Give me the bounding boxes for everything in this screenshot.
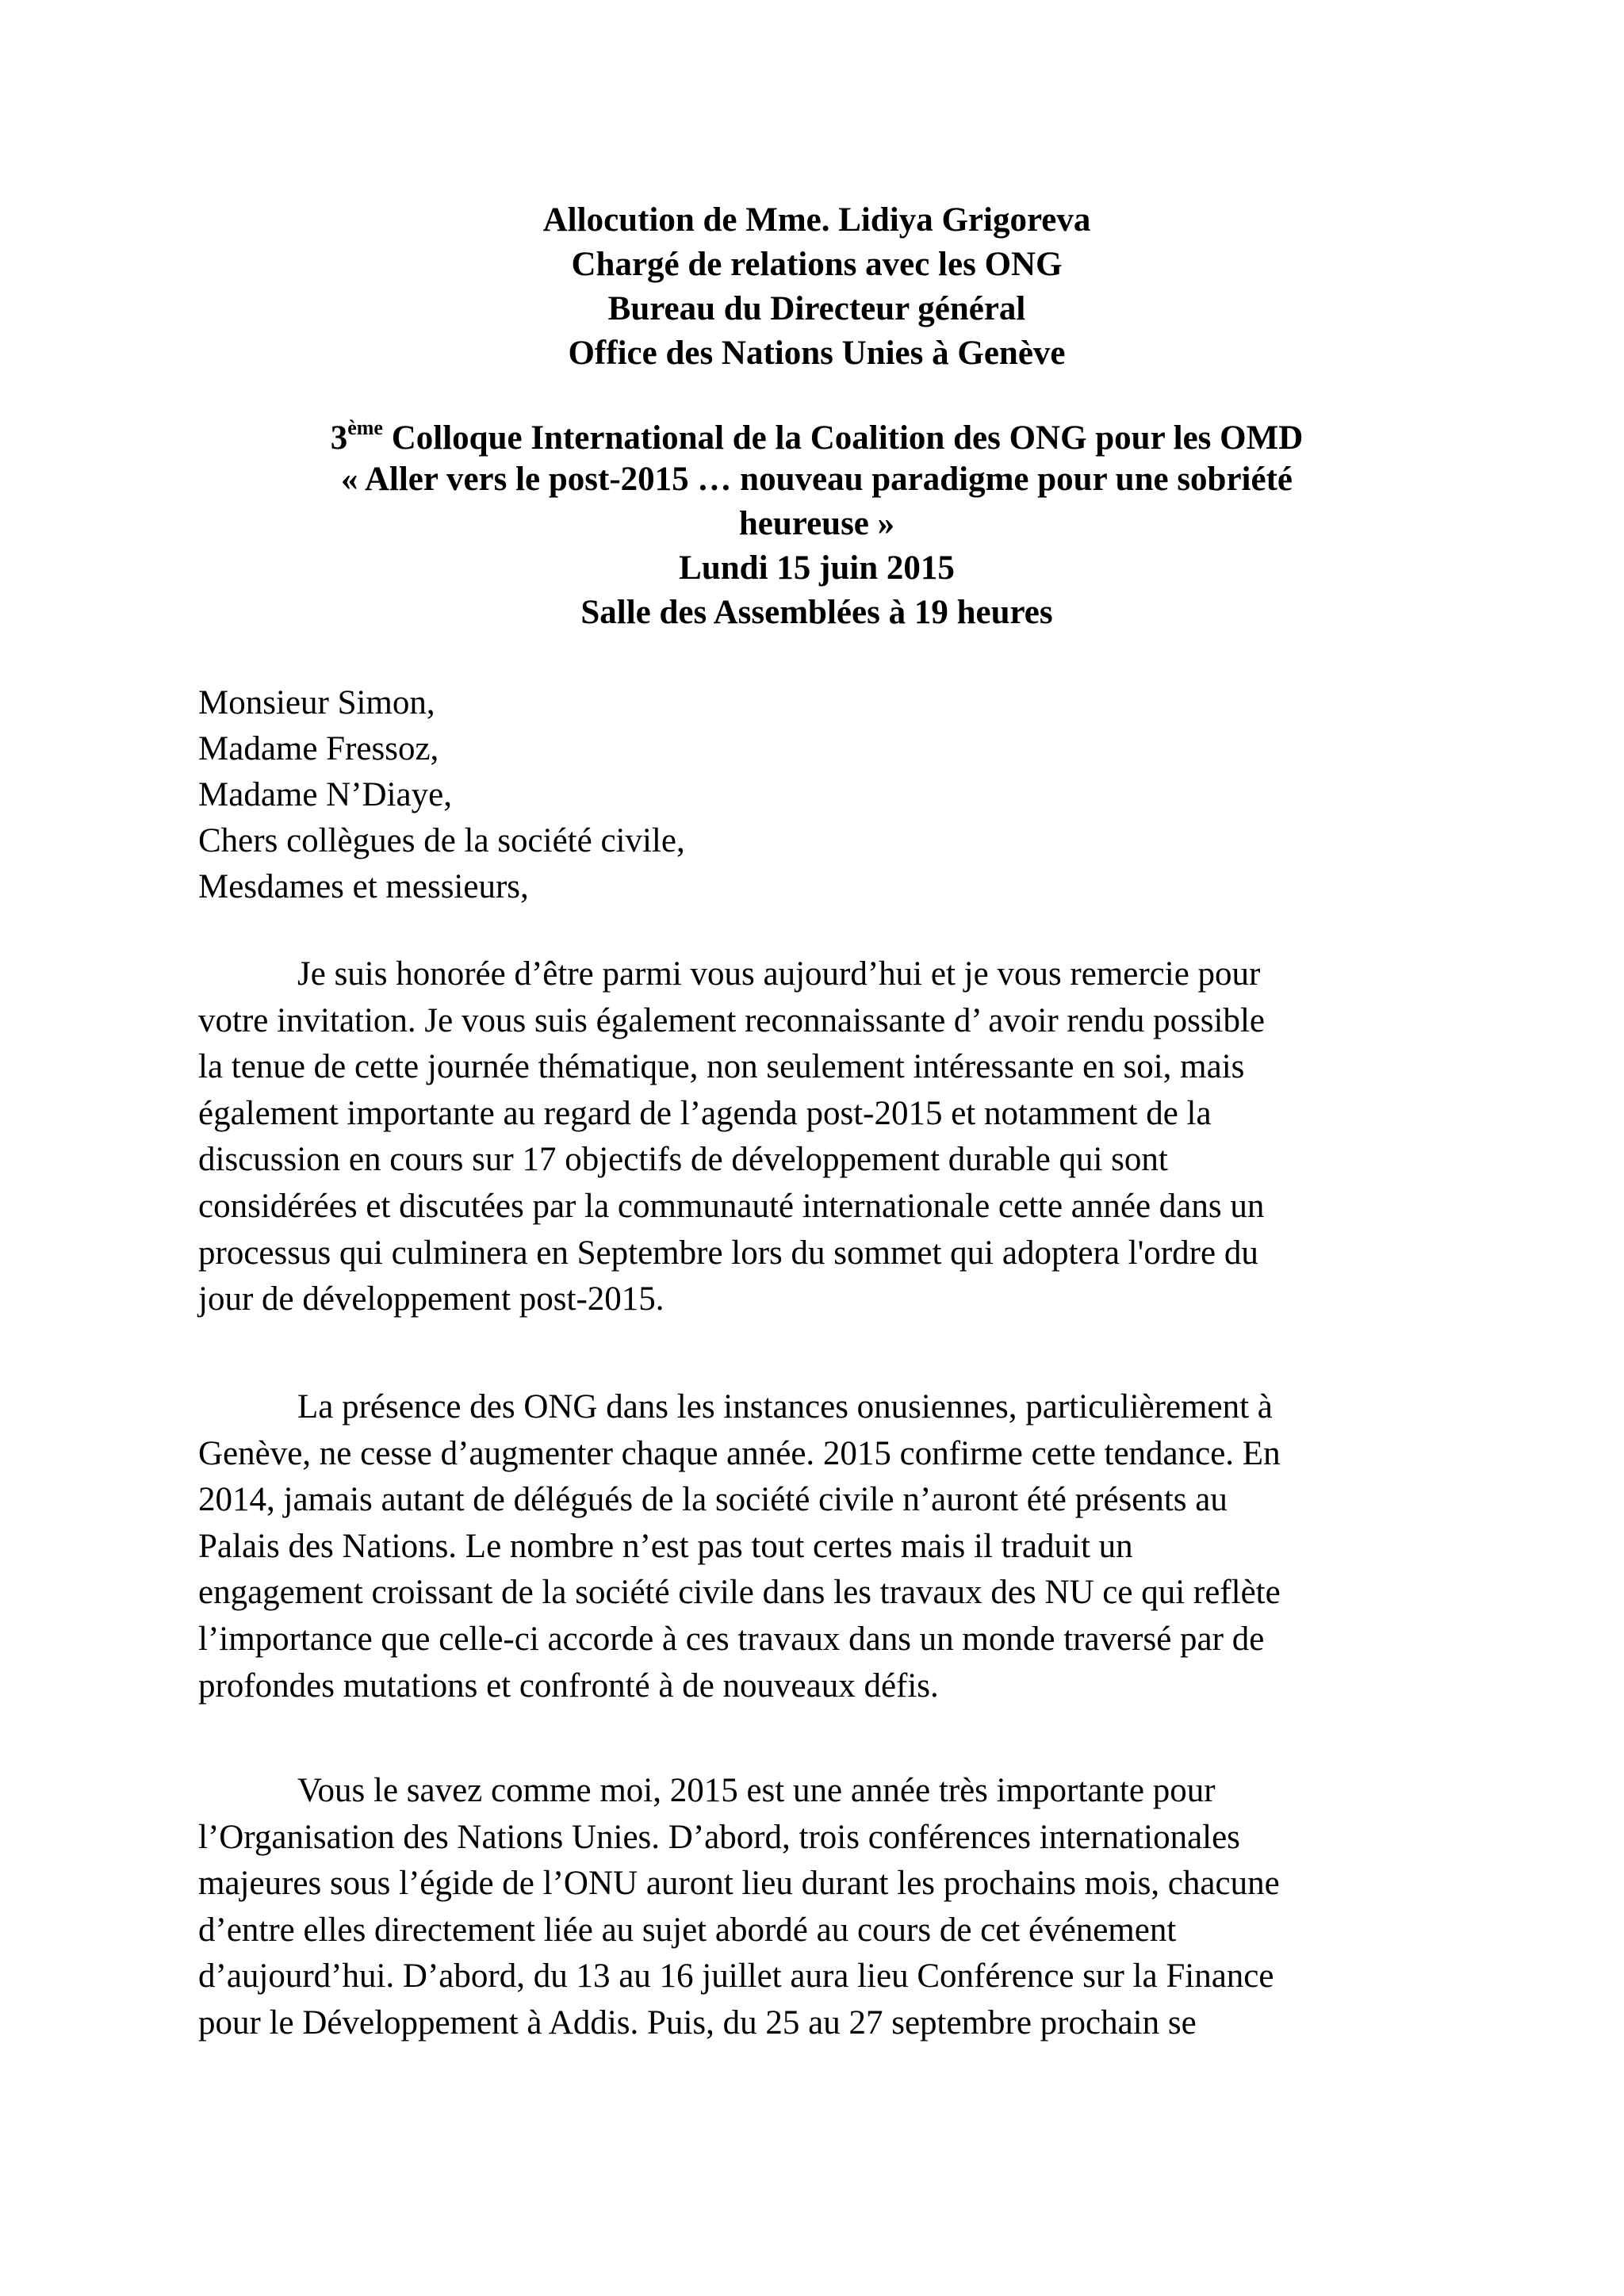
- paragraph-line: considérées et discutées par la communauté internationale cette année dans un: [198, 1187, 1265, 1225]
- paragraph-line: Je suis honorée d’être parmi vous aujourd’hui et je vous remercie pour: [297, 955, 1261, 993]
- paragraph-line: Vous le savez comme moi, 2015 est une année très importante pour: [297, 1772, 1216, 1809]
- speaker-role: Chargé de relations avec les ONG: [571, 246, 1063, 283]
- paragraph-line: discussion en cours sur 17 objectifs de développement durable qui sont: [198, 1141, 1168, 1179]
- event-title-text: Colloque International de la Coalition des ONG pour les OMD: [382, 419, 1304, 457]
- salutation-line: Mesdames et messieurs,: [198, 868, 529, 905]
- paragraph-line: d’entre elles directement liée au sujet abordé au cours de cet événement: [198, 1911, 1177, 1949]
- paragraph-line: 2014, jamais autant de délégués de la société civile n’auront été présents au: [198, 1481, 1228, 1519]
- paragraph-line: d’aujourd’hui. D’abord, du 13 au 16 juillet aura lieu Conférence sur la Finance: [198, 1957, 1274, 1996]
- speaker-office: Office des Nations Unies à Genève: [568, 335, 1066, 372]
- paragraph-line: jour de développement post-2015.: [198, 1280, 665, 1318]
- paragraph-line: majeures sous l’égide de l’ONU auront lieu durant les prochains mois, chacune: [198, 1865, 1280, 1903]
- event-ordinal-suffix: ème: [347, 416, 383, 439]
- body-paragraph-1: [198, 951, 1435, 1323]
- paragraph-line: l’Organisation des Nations Unies. D’abord, trois conférences internationales: [198, 1818, 1240, 1856]
- paragraph-line: engagement croissant de la société civile dans les travaux des NU ce qui reflète: [198, 1574, 1281, 1612]
- paragraph-line: également importante au regard de l’agenda post-2015 et notamment de la: [198, 1094, 1212, 1132]
- event-header: [198, 416, 1435, 635]
- salutation-line: Madame N’Diaye,: [198, 776, 452, 813]
- paragraph-line: la tenue de cette journée thématique, non seulement intéressante en soi, mais: [198, 1048, 1245, 1086]
- salutations: [198, 680, 685, 910]
- salutation-line: Madame Fressoz,: [198, 730, 439, 767]
- paragraph-line: Palais des Nations. Le nombre n’est pas tout certes mais il traduit un: [198, 1527, 1133, 1565]
- event-ordinal-number: 3: [330, 419, 348, 457]
- speech-title: Allocution de Mme. Lidiya Grigoreva: [542, 201, 1091, 239]
- event-title: [198, 416, 1435, 461]
- speaker-header: [198, 198, 1435, 376]
- paragraph-line: l’importance que celle-ci accorde à ces travaux dans un monde traversé par de: [198, 1620, 1265, 1658]
- event-location: Salle des Assemblées à 19 heures: [580, 594, 1053, 631]
- paragraph-line: processus qui culminera en Septembre lors du sommet qui adoptera l'ordre du: [198, 1234, 1258, 1272]
- paragraph-line: La présence des ONG dans les instances onusiennes, particulièrement à: [297, 1388, 1273, 1425]
- paragraph-line: Genève, ne cesse d’augmenter chaque année. 2015 confirme cette tendance. En: [198, 1434, 1281, 1472]
- event-date: Lundi 15 juin 2015: [679, 549, 955, 587]
- event-subtitle-line-2: heureuse »: [738, 505, 895, 542]
- paragraph-line: votre invitation. Je vous suis également reconnaissante d’ avoir rendu possible: [198, 1001, 1266, 1039]
- event-subtitle-line-1: « Aller vers le post-2015 … nouveau paradigme pour une sobriété: [340, 461, 1293, 498]
- paragraph-line: pour le Développement à Addis. Puis, du 25 au 27 septembre prochain se: [198, 2003, 1197, 2042]
- body-paragraph-2: [198, 1384, 1435, 1709]
- paragraph-line: profondes mutations et confronté à de nouveaux défis.: [198, 1667, 939, 1705]
- salutation-line: Monsieur Simon,: [198, 684, 435, 721]
- salutation-line: Chers collègues de la société civile,: [198, 822, 685, 859]
- body-paragraph-3: [198, 1768, 1435, 2047]
- speaker-bureau: Bureau du Directeur général: [607, 290, 1026, 327]
